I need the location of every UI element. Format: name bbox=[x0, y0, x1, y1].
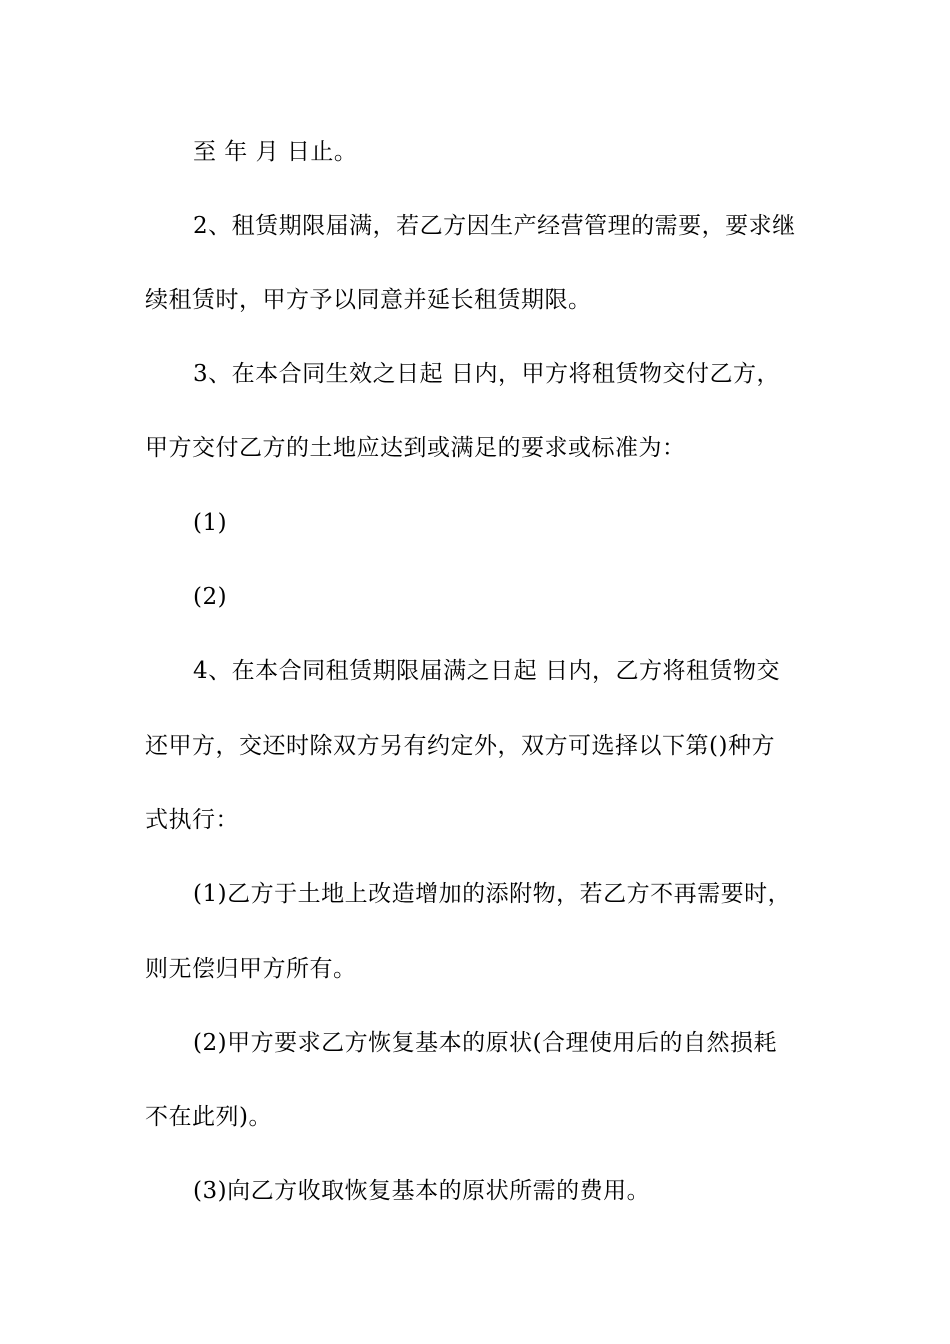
text-line: (2)甲方要求乙方恢复基本的原状(合理使用后的自然损耗 bbox=[193, 1030, 778, 1056]
text-line: 续租赁时，甲方予以同意并延长租赁期限。 bbox=[145, 287, 592, 313]
text-line: 式执行： bbox=[145, 807, 239, 833]
text-line: 至 年 月 日止。 bbox=[193, 139, 358, 165]
text-line: 3、在本合同生效之日起 日内，甲方将租赁物交付乙方， bbox=[193, 361, 780, 387]
text-line: (2) bbox=[193, 584, 228, 610]
text-line: (3)向乙方收取恢复基本的原状所需的费用。 bbox=[193, 1178, 651, 1204]
text-line: 则无偿归甲方所有。 bbox=[145, 956, 357, 982]
text-line: (1)乙方于土地上改造增加的添附物，若乙方不再需要时， bbox=[193, 881, 792, 907]
text-line: (1) bbox=[193, 510, 228, 536]
text-line: 不在此列)。 bbox=[145, 1104, 272, 1130]
text-line: 4、在本合同租赁期限届满之日起 日内，乙方将租赁物交 bbox=[193, 658, 780, 684]
text-line: 还甲方，交还时除双方另有约定外，双方可选择以下第()种方 bbox=[145, 733, 775, 759]
text-line: 甲方交付乙方的土地应达到或满足的要求或标准为： bbox=[145, 435, 686, 461]
text-line: 2、租赁期限届满，若乙方因生产经营管理的需要，要求继 bbox=[193, 213, 796, 239]
